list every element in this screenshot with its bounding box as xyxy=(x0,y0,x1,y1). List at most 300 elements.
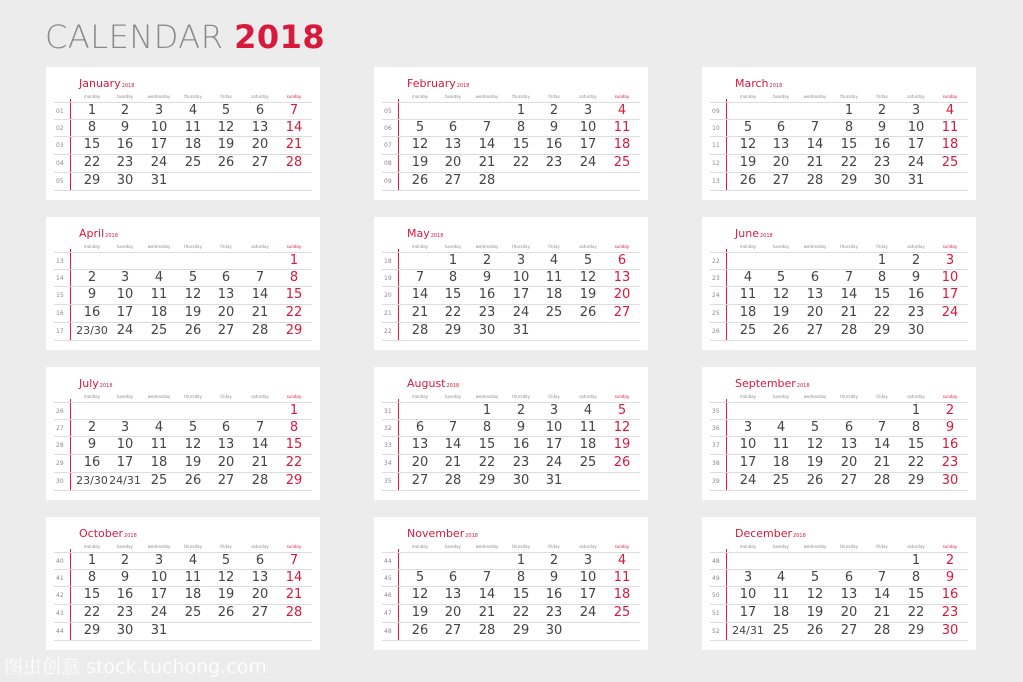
day-cell[interactable]: 22 xyxy=(873,305,891,320)
day-cell[interactable]: 7 xyxy=(877,420,887,435)
day-cell[interactable]: 21 xyxy=(873,605,891,620)
day-cell[interactable]: 16 xyxy=(873,137,891,152)
day-cell[interactable]: 6 xyxy=(255,553,265,568)
day-cell[interactable]: 2 xyxy=(911,253,921,268)
day-cell[interactable]: 2 xyxy=(87,270,97,285)
day-cell[interactable]: 3 xyxy=(583,553,593,568)
day-cell[interactable]: 15 xyxy=(840,137,858,152)
day-cell[interactable]: 20 xyxy=(840,455,858,470)
day-cell[interactable]: 27 xyxy=(217,323,235,338)
day-cell[interactable]: 8 xyxy=(289,270,299,285)
day-cell[interactable]: 18 xyxy=(739,305,757,320)
day-cell[interactable]: 26 xyxy=(217,605,235,620)
day-cell[interactable]: 11 xyxy=(772,437,790,452)
day-cell[interactable]: 14 xyxy=(873,587,891,602)
day-cell[interactable]: 21 xyxy=(478,155,496,170)
day-cell[interactable]: 12 xyxy=(217,570,235,585)
day-cell[interactable]: 6 xyxy=(617,253,627,268)
day-cell[interactable]: 19 xyxy=(806,605,824,620)
day-cell[interactable]: 13 xyxy=(840,437,858,452)
day-cell[interactable]: 27 xyxy=(840,623,858,638)
day-cell[interactable]: 19 xyxy=(217,587,235,602)
day-cell[interactable]: 28 xyxy=(411,323,429,338)
day-cell[interactable]: 24 xyxy=(739,473,757,488)
day-cell[interactable]: 29 xyxy=(840,173,858,188)
day-cell[interactable]: 10 xyxy=(545,420,563,435)
day-cell[interactable]: 8 xyxy=(289,420,299,435)
day-cell[interactable]: 12 xyxy=(411,137,429,152)
day-cell[interactable]: 5 xyxy=(221,553,231,568)
day-cell[interactable]: 22 xyxy=(512,155,530,170)
day-cell[interactable]: 7 xyxy=(877,570,887,585)
day-cell[interactable]: 30 xyxy=(512,473,530,488)
day-cell[interactable]: 3 xyxy=(120,270,130,285)
day-cell[interactable]: 16 xyxy=(545,587,563,602)
day-cell[interactable]: 19 xyxy=(411,605,429,620)
day-cell[interactable]: 26 xyxy=(613,455,631,470)
day-cell[interactable]: 10 xyxy=(150,120,168,135)
day-cell[interactable]: 22 xyxy=(840,155,858,170)
day-cell[interactable]: 9 xyxy=(945,420,955,435)
day-cell[interactable]: 2 xyxy=(945,553,955,568)
day-cell[interactable]: 11 xyxy=(772,587,790,602)
day-cell[interactable]: 20 xyxy=(251,587,269,602)
day-cell[interactable]: 23 xyxy=(545,155,563,170)
day-cell[interactable]: 13 xyxy=(772,137,790,152)
day-cell[interactable]: 21 xyxy=(806,155,824,170)
day-cell[interactable]: 20 xyxy=(806,305,824,320)
day-cell[interactable]: 30 xyxy=(941,473,959,488)
day-cell[interactable]: 27 xyxy=(251,605,269,620)
day-cell[interactable]: 17 xyxy=(907,137,925,152)
day-cell[interactable]: 14 xyxy=(285,570,303,585)
day-cell[interactable]: 17 xyxy=(579,587,597,602)
day-cell[interactable]: 21 xyxy=(251,305,269,320)
day-cell[interactable]: 13 xyxy=(444,587,462,602)
day-cell[interactable]: 20 xyxy=(217,305,235,320)
day-cell[interactable]: 7 xyxy=(415,270,425,285)
day-cell[interactable]: 7 xyxy=(482,120,492,135)
day-cell[interactable]: 2 xyxy=(945,403,955,418)
day-cell[interactable]: 4 xyxy=(154,420,164,435)
day-cell[interactable]: 11 xyxy=(613,570,631,585)
day-cell[interactable]: 15 xyxy=(873,287,891,302)
day-cell[interactable]: 30 xyxy=(907,323,925,338)
day-cell[interactable]: 17 xyxy=(116,305,134,320)
day-cell[interactable]: 3 xyxy=(154,553,164,568)
day-cell[interactable]: 5 xyxy=(221,103,231,118)
day-cell[interactable]: 24 xyxy=(150,605,168,620)
day-cell[interactable]: 4 xyxy=(617,553,627,568)
day-cell[interactable]: 22 xyxy=(907,455,925,470)
day-cell[interactable]: 15 xyxy=(285,437,303,452)
day-cell[interactable]: 12 xyxy=(613,420,631,435)
day-cell[interactable]: 10 xyxy=(739,437,757,452)
day-cell[interactable]: 26 xyxy=(806,473,824,488)
day-cell[interactable]: 11 xyxy=(739,287,757,302)
day-cell[interactable]: 23/30 xyxy=(76,324,108,337)
day-cell[interactable]: 15 xyxy=(512,587,530,602)
day-cell[interactable]: 3 xyxy=(120,420,130,435)
day-cell[interactable]: 7 xyxy=(810,120,820,135)
day-cell[interactable]: 4 xyxy=(945,103,955,118)
day-cell[interactable]: 29 xyxy=(907,623,925,638)
day-cell[interactable]: 8 xyxy=(911,570,921,585)
day-cell[interactable]: 29 xyxy=(444,323,462,338)
day-cell[interactable]: 6 xyxy=(415,420,425,435)
day-cell[interactable]: 8 xyxy=(516,120,526,135)
day-cell[interactable]: 9 xyxy=(549,570,559,585)
day-cell[interactable]: 26 xyxy=(772,323,790,338)
day-cell[interactable]: 21 xyxy=(478,605,496,620)
day-cell[interactable]: 22 xyxy=(285,305,303,320)
day-cell[interactable]: 24 xyxy=(579,605,597,620)
day-cell[interactable]: 21 xyxy=(411,305,429,320)
day-cell[interactable]: 22 xyxy=(512,605,530,620)
day-cell[interactable]: 15 xyxy=(83,137,101,152)
day-cell[interactable]: 1 xyxy=(516,553,526,568)
day-cell[interactable]: 3 xyxy=(583,103,593,118)
day-cell[interactable]: 14 xyxy=(840,287,858,302)
day-cell[interactable]: 21 xyxy=(840,305,858,320)
day-cell[interactable]: 16 xyxy=(83,305,101,320)
day-cell[interactable]: 16 xyxy=(907,287,925,302)
day-cell[interactable]: 2 xyxy=(120,553,130,568)
day-cell[interactable]: 25 xyxy=(184,155,202,170)
day-cell[interactable]: 4 xyxy=(743,270,753,285)
day-cell[interactable]: 13 xyxy=(411,437,429,452)
day-cell[interactable]: 2 xyxy=(87,420,97,435)
day-cell[interactable]: 5 xyxy=(188,270,198,285)
day-cell[interactable]: 13 xyxy=(217,287,235,302)
day-cell[interactable]: 12 xyxy=(184,287,202,302)
day-cell[interactable]: 13 xyxy=(444,137,462,152)
day-cell[interactable]: 6 xyxy=(448,120,458,135)
day-cell[interactable]: 25 xyxy=(579,455,597,470)
day-cell[interactable]: 10 xyxy=(116,437,134,452)
day-cell[interactable]: 25 xyxy=(613,155,631,170)
day-cell[interactable]: 25 xyxy=(772,623,790,638)
day-cell[interactable]: 31 xyxy=(150,173,168,188)
day-cell[interactable]: 1 xyxy=(877,253,887,268)
day-cell[interactable]: 14 xyxy=(251,437,269,452)
day-cell[interactable]: 31 xyxy=(512,323,530,338)
day-cell[interactable]: 24 xyxy=(545,455,563,470)
day-cell[interactable]: 5 xyxy=(188,420,198,435)
day-cell[interactable]: 28 xyxy=(285,155,303,170)
day-cell[interactable]: 9 xyxy=(911,270,921,285)
day-cell[interactable]: 11 xyxy=(613,120,631,135)
day-cell[interactable]: 23 xyxy=(478,305,496,320)
day-cell[interactable]: 5 xyxy=(810,420,820,435)
day-cell[interactable]: 1 xyxy=(844,103,854,118)
day-cell[interactable]: 26 xyxy=(411,173,429,188)
day-cell[interactable]: 4 xyxy=(549,253,559,268)
day-cell[interactable]: 24 xyxy=(116,323,134,338)
day-cell[interactable]: 29 xyxy=(285,473,303,488)
day-cell[interactable]: 18 xyxy=(150,455,168,470)
day-cell[interactable]: 9 xyxy=(120,120,130,135)
day-cell[interactable]: 3 xyxy=(154,103,164,118)
day-cell[interactable]: 15 xyxy=(285,287,303,302)
day-cell[interactable]: 19 xyxy=(579,287,597,302)
day-cell[interactable]: 31 xyxy=(150,623,168,638)
day-cell[interactable]: 8 xyxy=(87,570,97,585)
day-cell[interactable]: 14 xyxy=(478,137,496,152)
day-cell[interactable]: 18 xyxy=(150,305,168,320)
day-cell[interactable]: 24 xyxy=(150,155,168,170)
day-cell[interactable]: 15 xyxy=(478,437,496,452)
day-cell[interactable]: 27 xyxy=(217,473,235,488)
day-cell[interactable]: 19 xyxy=(613,437,631,452)
day-cell[interactable]: 17 xyxy=(739,605,757,620)
day-cell[interactable]: 3 xyxy=(516,253,526,268)
day-cell[interactable]: 1 xyxy=(289,403,299,418)
day-cell[interactable]: 14 xyxy=(478,587,496,602)
day-cell[interactable]: 16 xyxy=(478,287,496,302)
day-cell[interactable]: 29 xyxy=(285,323,303,338)
day-cell[interactable]: 25 xyxy=(772,473,790,488)
day-cell[interactable]: 20 xyxy=(772,155,790,170)
day-cell[interactable]: 6 xyxy=(255,103,265,118)
day-cell[interactable]: 3 xyxy=(911,103,921,118)
day-cell[interactable]: 30 xyxy=(478,323,496,338)
day-cell[interactable]: 22 xyxy=(907,605,925,620)
day-cell[interactable]: 16 xyxy=(941,437,959,452)
day-cell[interactable]: 23 xyxy=(907,305,925,320)
day-cell[interactable]: 25 xyxy=(739,323,757,338)
day-cell[interactable]: 16 xyxy=(116,587,134,602)
day-cell[interactable]: 25 xyxy=(545,305,563,320)
day-cell[interactable]: 22 xyxy=(478,455,496,470)
day-cell[interactable]: 16 xyxy=(941,587,959,602)
day-cell[interactable]: 12 xyxy=(217,120,235,135)
day-cell[interactable]: 21 xyxy=(873,455,891,470)
day-cell[interactable]: 6 xyxy=(844,420,854,435)
day-cell[interactable]: 6 xyxy=(844,570,854,585)
day-cell[interactable]: 8 xyxy=(448,270,458,285)
day-cell[interactable]: 6 xyxy=(810,270,820,285)
day-cell[interactable]: 9 xyxy=(482,270,492,285)
day-cell[interactable]: 9 xyxy=(549,120,559,135)
day-cell[interactable]: 6 xyxy=(448,570,458,585)
day-cell[interactable]: 4 xyxy=(188,553,198,568)
day-cell[interactable]: 2 xyxy=(482,253,492,268)
day-cell[interactable]: 20 xyxy=(840,605,858,620)
day-cell[interactable]: 20 xyxy=(444,155,462,170)
day-cell[interactable]: 4 xyxy=(583,403,593,418)
day-cell[interactable]: 4 xyxy=(154,270,164,285)
day-cell[interactable]: 18 xyxy=(941,137,959,152)
day-cell[interactable]: 28 xyxy=(840,323,858,338)
day-cell[interactable]: 2 xyxy=(120,103,130,118)
day-cell[interactable]: 12 xyxy=(739,137,757,152)
day-cell[interactable]: 3 xyxy=(743,570,753,585)
day-cell[interactable]: 30 xyxy=(941,623,959,638)
day-cell[interactable]: 8 xyxy=(844,120,854,135)
day-cell[interactable]: 11 xyxy=(941,120,959,135)
day-cell[interactable]: 29 xyxy=(478,473,496,488)
day-cell[interactable]: 24/31 xyxy=(109,474,141,487)
day-cell[interactable]: 21 xyxy=(251,455,269,470)
day-cell[interactable]: 30 xyxy=(116,623,134,638)
day-cell[interactable]: 23 xyxy=(545,605,563,620)
day-cell[interactable]: 25 xyxy=(941,155,959,170)
day-cell[interactable]: 14 xyxy=(411,287,429,302)
day-cell[interactable]: 7 xyxy=(255,420,265,435)
day-cell[interactable]: 29 xyxy=(83,173,101,188)
day-cell[interactable]: 18 xyxy=(545,287,563,302)
day-cell[interactable]: 3 xyxy=(743,420,753,435)
day-cell[interactable]: 1 xyxy=(448,253,458,268)
day-cell[interactable]: 7 xyxy=(255,270,265,285)
day-cell[interactable]: 18 xyxy=(184,137,202,152)
day-cell[interactable]: 26 xyxy=(411,623,429,638)
day-cell[interactable]: 16 xyxy=(545,137,563,152)
day-cell[interactable]: 10 xyxy=(512,270,530,285)
day-cell[interactable]: 1 xyxy=(87,553,97,568)
day-cell[interactable]: 20 xyxy=(251,137,269,152)
day-cell[interactable]: 26 xyxy=(184,473,202,488)
day-cell[interactable]: 19 xyxy=(217,137,235,152)
day-cell[interactable]: 10 xyxy=(907,120,925,135)
day-cell[interactable]: 8 xyxy=(516,570,526,585)
day-cell[interactable]: 12 xyxy=(579,270,597,285)
day-cell[interactable]: 28 xyxy=(478,623,496,638)
day-cell[interactable]: 23 xyxy=(116,605,134,620)
day-cell[interactable]: 25 xyxy=(150,473,168,488)
day-cell[interactable]: 18 xyxy=(772,605,790,620)
day-cell[interactable]: 26 xyxy=(579,305,597,320)
day-cell[interactable]: 7 xyxy=(289,553,299,568)
day-cell[interactable]: 5 xyxy=(415,120,425,135)
day-cell[interactable]: 9 xyxy=(87,287,97,302)
day-cell[interactable]: 27 xyxy=(772,173,790,188)
day-cell[interactable]: 29 xyxy=(83,623,101,638)
day-cell[interactable]: 27 xyxy=(613,305,631,320)
day-cell[interactable]: 4 xyxy=(188,103,198,118)
day-cell[interactable]: 8 xyxy=(482,420,492,435)
day-cell[interactable]: 10 xyxy=(739,587,757,602)
day-cell[interactable]: 17 xyxy=(739,455,757,470)
day-cell[interactable]: 15 xyxy=(444,287,462,302)
day-cell[interactable]: 27 xyxy=(411,473,429,488)
day-cell[interactable]: 28 xyxy=(251,323,269,338)
day-cell[interactable]: 13 xyxy=(613,270,631,285)
day-cell[interactable]: 20 xyxy=(411,455,429,470)
day-cell[interactable]: 24 xyxy=(579,155,597,170)
day-cell[interactable]: 16 xyxy=(512,437,530,452)
day-cell[interactable]: 29 xyxy=(873,323,891,338)
day-cell[interactable]: 14 xyxy=(285,120,303,135)
day-cell[interactable]: 4 xyxy=(617,103,627,118)
day-cell[interactable]: 5 xyxy=(743,120,753,135)
day-cell[interactable]: 14 xyxy=(251,287,269,302)
day-cell[interactable]: 1 xyxy=(911,403,921,418)
day-cell[interactable]: 5 xyxy=(415,570,425,585)
day-cell[interactable]: 25 xyxy=(184,605,202,620)
day-cell[interactable]: 17 xyxy=(941,287,959,302)
day-cell[interactable]: 2 xyxy=(549,103,559,118)
day-cell[interactable]: 22 xyxy=(83,155,101,170)
day-cell[interactable]: 22 xyxy=(444,305,462,320)
day-cell[interactable]: 10 xyxy=(579,120,597,135)
day-cell[interactable]: 28 xyxy=(478,173,496,188)
day-cell[interactable]: 23/30 xyxy=(76,474,108,487)
day-cell[interactable]: 24/31 xyxy=(732,624,764,637)
day-cell[interactable]: 28 xyxy=(285,605,303,620)
day-cell[interactable]: 19 xyxy=(184,455,202,470)
day-cell[interactable]: 20 xyxy=(444,605,462,620)
day-cell[interactable]: 6 xyxy=(221,270,231,285)
day-cell[interactable]: 13 xyxy=(806,287,824,302)
day-cell[interactable]: 11 xyxy=(184,120,202,135)
day-cell[interactable]: 26 xyxy=(184,323,202,338)
day-cell[interactable]: 1 xyxy=(289,253,299,268)
day-cell[interactable]: 27 xyxy=(444,173,462,188)
day-cell[interactable]: 7 xyxy=(289,103,299,118)
day-cell[interactable]: 27 xyxy=(251,155,269,170)
day-cell[interactable]: 19 xyxy=(772,305,790,320)
day-cell[interactable]: 12 xyxy=(806,587,824,602)
day-cell[interactable]: 9 xyxy=(516,420,526,435)
day-cell[interactable]: 14 xyxy=(806,137,824,152)
day-cell[interactable]: 5 xyxy=(617,403,627,418)
day-cell[interactable]: 19 xyxy=(184,305,202,320)
day-cell[interactable]: 6 xyxy=(776,120,786,135)
day-cell[interactable]: 10 xyxy=(150,570,168,585)
day-cell[interactable]: 4 xyxy=(776,570,786,585)
day-cell[interactable]: 11 xyxy=(150,287,168,302)
day-cell[interactable]: 12 xyxy=(772,287,790,302)
day-cell[interactable]: 5 xyxy=(810,570,820,585)
day-cell[interactable]: 28 xyxy=(873,473,891,488)
day-cell[interactable]: 22 xyxy=(83,605,101,620)
day-cell[interactable]: 15 xyxy=(83,587,101,602)
day-cell[interactable]: 6 xyxy=(221,420,231,435)
day-cell[interactable]: 26 xyxy=(806,623,824,638)
day-cell[interactable]: 29 xyxy=(907,473,925,488)
day-cell[interactable]: 1 xyxy=(482,403,492,418)
day-cell[interactable]: 2 xyxy=(516,403,526,418)
day-cell[interactable]: 16 xyxy=(83,455,101,470)
day-cell[interactable]: 11 xyxy=(184,570,202,585)
day-cell[interactable]: 10 xyxy=(116,287,134,302)
day-cell[interactable]: 24 xyxy=(941,305,959,320)
day-cell[interactable]: 9 xyxy=(877,120,887,135)
day-cell[interactable]: 21 xyxy=(285,137,303,152)
day-cell[interactable]: 27 xyxy=(444,623,462,638)
day-cell[interactable]: 26 xyxy=(739,173,757,188)
day-cell[interactable]: 18 xyxy=(579,437,597,452)
day-cell[interactable]: 1 xyxy=(516,103,526,118)
day-cell[interactable]: 25 xyxy=(150,323,168,338)
day-cell[interactable]: 9 xyxy=(120,570,130,585)
day-cell[interactable]: 17 xyxy=(150,137,168,152)
day-cell[interactable]: 4 xyxy=(776,420,786,435)
day-cell[interactable]: 22 xyxy=(285,455,303,470)
day-cell[interactable]: 13 xyxy=(217,437,235,452)
day-cell[interactable]: 19 xyxy=(806,455,824,470)
day-cell[interactable]: 27 xyxy=(840,473,858,488)
day-cell[interactable]: 2 xyxy=(549,553,559,568)
day-cell[interactable]: 11 xyxy=(545,270,563,285)
day-cell[interactable]: 13 xyxy=(251,120,269,135)
day-cell[interactable]: 9 xyxy=(945,570,955,585)
day-cell[interactable]: 14 xyxy=(873,437,891,452)
day-cell[interactable]: 12 xyxy=(184,437,202,452)
day-cell[interactable]: 24 xyxy=(907,155,925,170)
